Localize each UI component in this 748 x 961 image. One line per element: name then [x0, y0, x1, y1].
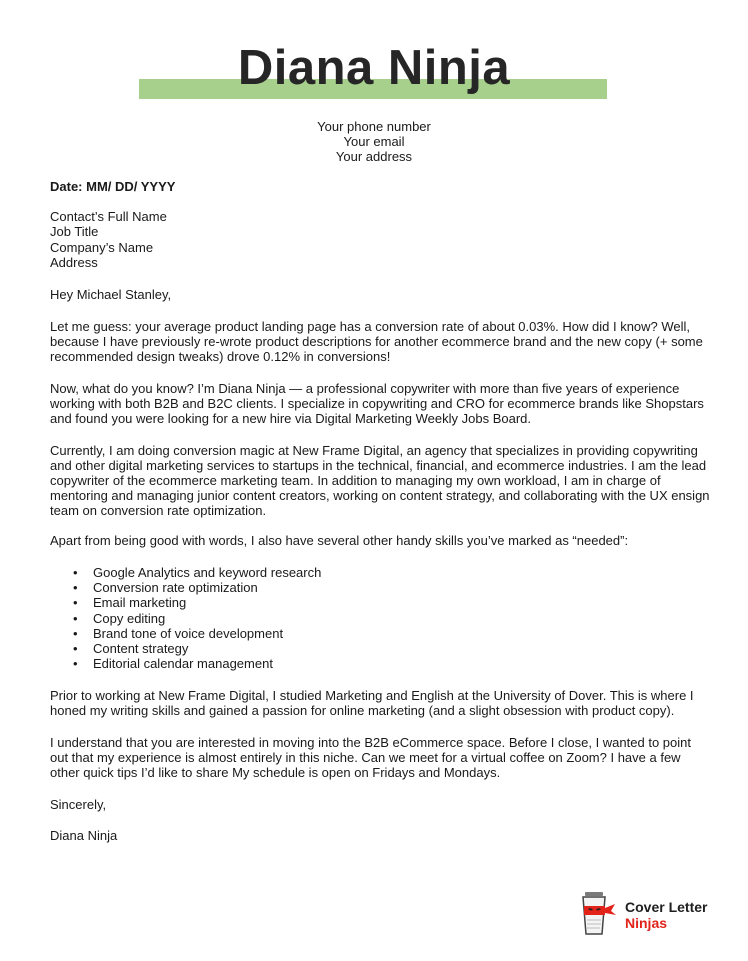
list-item: [50, 611, 710, 626]
recipient-block: [50, 209, 710, 270]
paragraph-about: Now, what do you know? I’m Diana Ninja — a professional copywriter with more than five years of experience working with both B2B and B2C clients. I specialize in copywriting and CRO for ecommerce brands like Shopstars and found you were looking for a new hire via Digital Marketing Weekly Jobs Board.: [50, 381, 704, 426]
paragraph-education: Prior to working at New Frame Digital, I studied Marketing and English at the University of Dover. This is where I honed my writing skills and gained a passion for online marketing (and a slight obsession with product copy).: [50, 688, 694, 718]
recipient-job-title: Job Title: [50, 224, 99, 240]
list-item: [50, 565, 710, 580]
bullet-icon: •: [73, 625, 78, 641]
skill-text: Copy editing: [93, 610, 166, 626]
skills-list: [50, 565, 710, 671]
bullet-icon: •: [73, 656, 78, 672]
signature-name: Diana Ninja: [50, 828, 118, 843]
applicant-name: Diana Ninja: [237, 41, 511, 95]
logo-line-1: Cover Letter: [625, 899, 708, 915]
paragraph-closing-request: I understand that you are interested in moving into the B2B eCommerce space. Before I close, I wanted to point out that my experience is almost entirely in this niche. Can we meet for a virtual coffee on Zoom? I have a few other quick tips I’d like to share My schedule is open on Fridays and Mondays.: [50, 735, 691, 780]
bullet-icon: •: [73, 595, 78, 611]
letter-date: Date: MM/ DD/ YYYY: [50, 179, 176, 194]
skill-text: Editorial calendar management: [93, 656, 273, 672]
paragraph-skills-intro: Apart from being good with words, I also have several other handy skills you’ve marked as “needed”:: [50, 533, 629, 548]
list-item: [50, 580, 710, 595]
bullet-icon: •: [73, 640, 78, 656]
greeting: Hey Michael Stanley,: [50, 287, 172, 302]
skill-text: Google Analytics and keyword research: [93, 565, 322, 580]
bullet-icon: •: [73, 580, 78, 596]
brand-logo[interactable]: [575, 890, 725, 938]
skill-text: Conversion rate optimization: [93, 580, 258, 596]
paragraph-intro: Let me guess: your average product landing page has a conversion rate of about 0.03%. How did I know? Well, because I have previously re-wrote product descriptions for another ecommerce brand and the new copy (+ some recommended design tweaks) drove 0.12% in conversions!: [50, 319, 703, 364]
contact-block: [0, 119, 748, 164]
ninja-cup-icon: [575, 890, 619, 938]
closing-salutation: Sincerely,: [50, 797, 107, 812]
email-address: Your email: [343, 134, 405, 149]
postal-address: Your address: [335, 149, 413, 164]
bullet-icon: •: [73, 610, 78, 626]
skill-text: Email marketing: [93, 595, 187, 611]
list-item: [50, 656, 710, 671]
logo-line-2: Ninjas: [625, 915, 668, 931]
skill-text: Content strategy: [93, 640, 189, 656]
skill-text: Brand tone of voice development: [93, 625, 284, 641]
recipient-company: Company’s Name: [50, 239, 154, 255]
phone-number: Your phone number: [317, 119, 431, 134]
logo-wordmark: [625, 899, 707, 931]
recipient-name: Contact’s Full Name: [50, 209, 167, 224]
recipient-address: Address: [50, 254, 98, 270]
bullet-icon: •: [73, 565, 78, 580]
list-item: [50, 595, 710, 610]
paragraph-current-role: Currently, I am doing conversion magic at New Frame Digital, an agency that specializes in providing copywriting and other digital marketing services to startups in the technical, financial, and ecommerce industries. I am the lead copywriter of the ecommerce marketing team. In addition to managing my own workload, I am in charge of mentoring and managing junior content creators, working on content strategy, and collaborating with the UX ensign team on conversion rate optimization.: [50, 443, 710, 518]
list-item: [50, 626, 710, 641]
list-item: [50, 641, 710, 656]
